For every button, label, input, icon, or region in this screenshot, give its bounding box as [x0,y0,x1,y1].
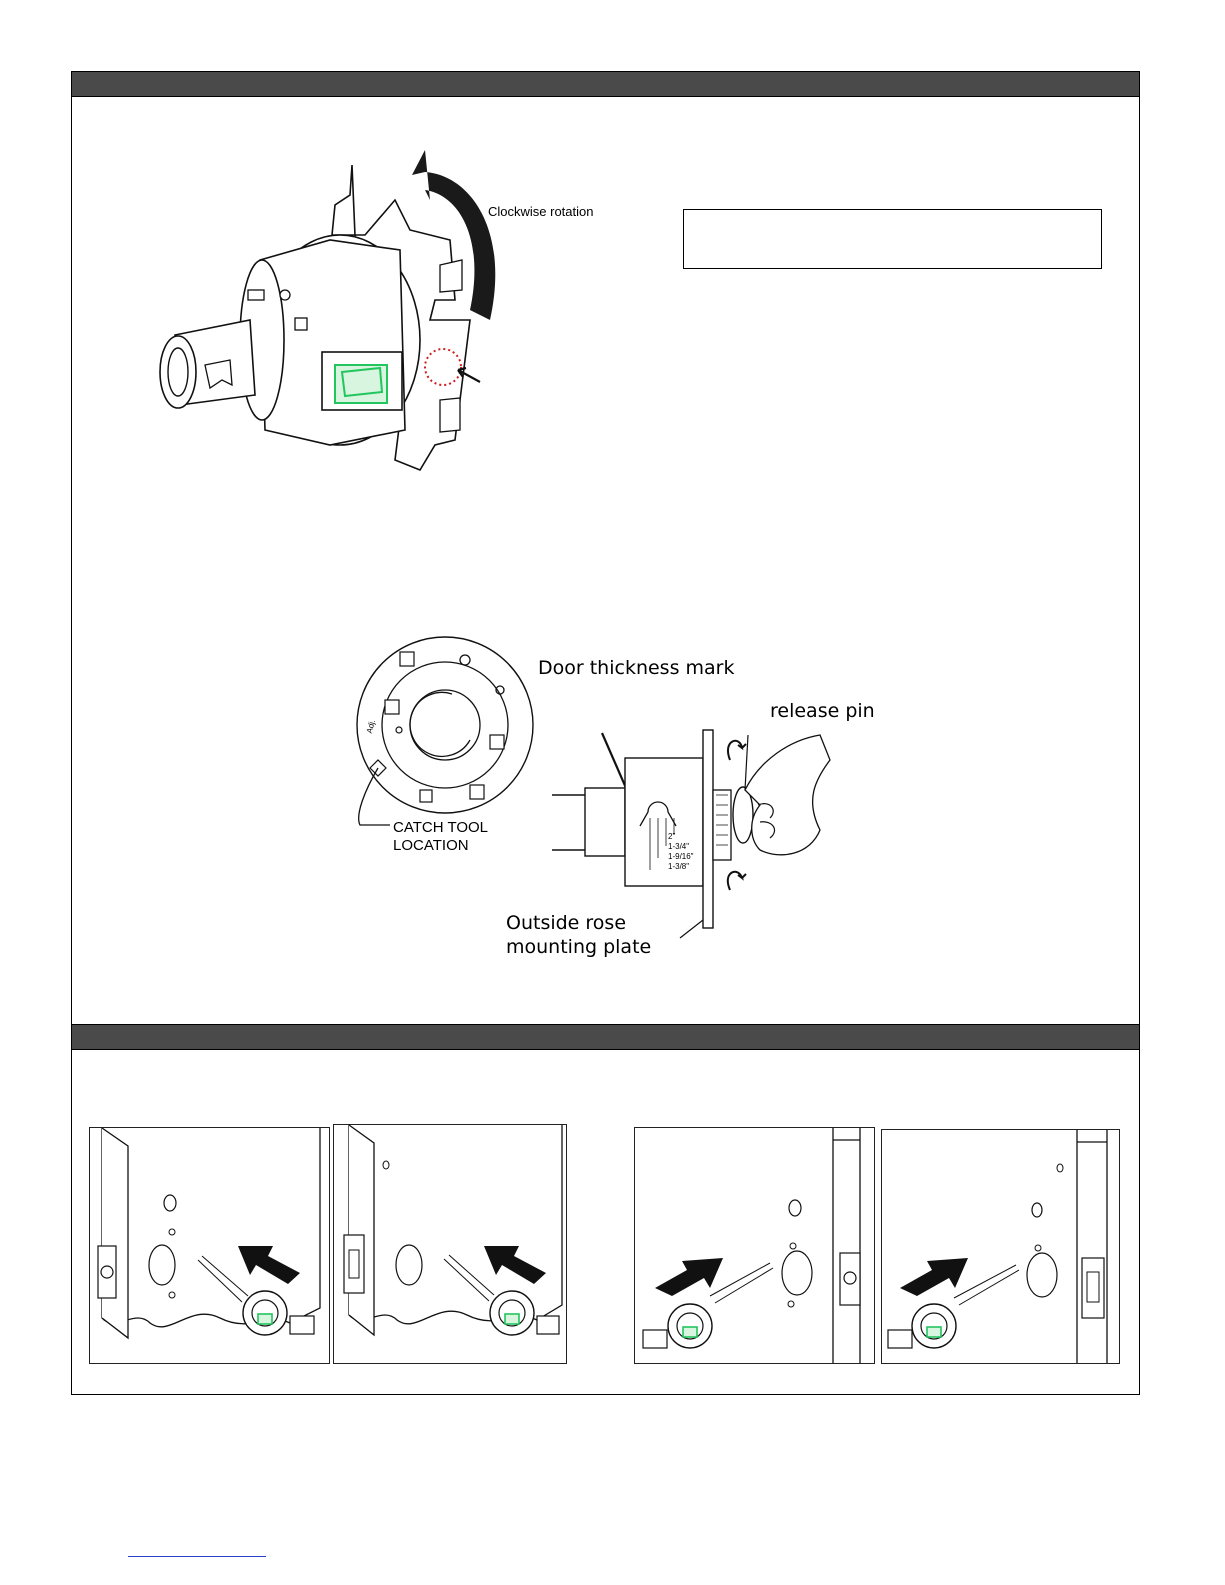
clockwise-rotation-label: Clockwise rotation [488,204,594,219]
catch-tool-label-line1: CATCH TOOL [393,819,489,836]
outside-rose-label-line2: mounting plate [506,936,652,958]
section-header-bar [72,72,1139,97]
door-thickness-mark-label: Door thickness mark [538,657,735,679]
thickness-mark-1-3-4in: 1-3/4" [668,842,690,851]
chassis-rotation-illustration [150,140,630,500]
install-panel-1 [89,1127,330,1364]
catch-tool-label-line2: LOCATION [393,837,469,854]
instruction-callout-box [683,209,1102,269]
install-illustration-2 [334,1125,566,1363]
install-panel-3 [634,1127,875,1364]
install-illustration-1 [90,1128,329,1363]
thickness-mark-1-9-16in: 1-9/16" [668,852,694,861]
footer-link-underline[interactable] [128,1556,266,1557]
install-illustration-3 [635,1128,874,1363]
thickness-mark-2in: 2" [668,832,676,841]
install-illustration-4 [882,1130,1119,1363]
thickness-mark-1-3-8in: 1-3/8" [668,862,690,871]
install-panel-4 [881,1129,1120,1364]
install-panel-2 [333,1124,567,1364]
section-header-bar [72,1025,1139,1050]
release-pin-label: release pin [770,700,875,722]
adj-label: Adj. [364,718,378,735]
outside-rose-label-line1: Outside rose [506,912,627,934]
